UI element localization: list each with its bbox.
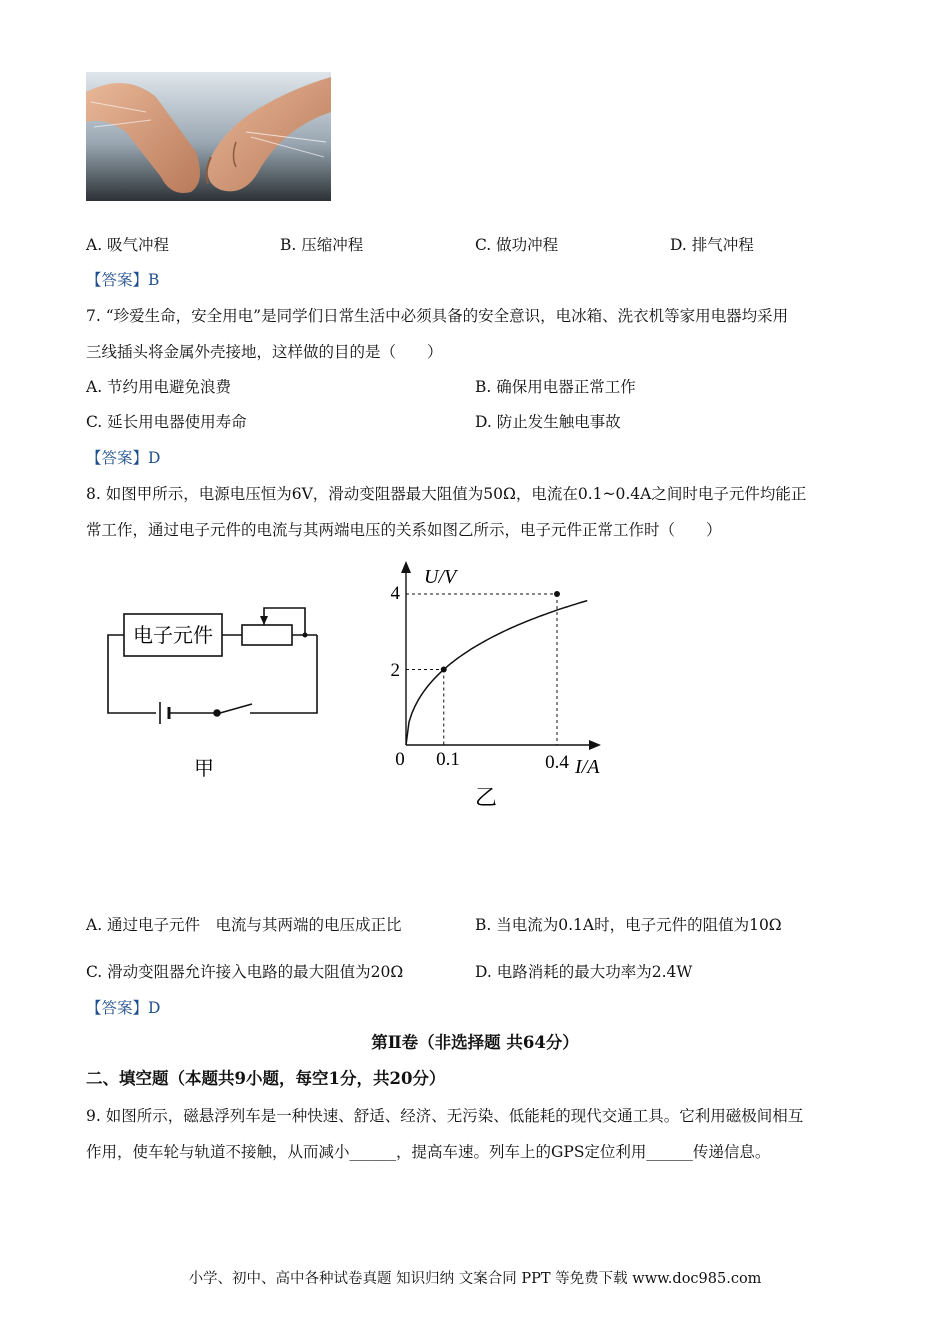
q8-option-d: D. 电路消耗的最大功率为2.4W bbox=[475, 963, 693, 981]
q9-stem-line2: 作用，使车轮与轨道不接触，从而减小______，提高车速。列车上的GPS定位利用______传递信息。 bbox=[86, 1143, 771, 1161]
hands-illustration bbox=[86, 72, 331, 201]
q7-stem-line1: 7. “珍爱生命，安全用电”是同学们日常生活中必须具备的安全意识，电冰箱、洗衣机等家用电器均采用 bbox=[86, 307, 789, 325]
graph-caption: 乙 bbox=[474, 785, 498, 810]
y-axis-arrow bbox=[401, 561, 411, 573]
x-tick-0-1: 0.1 bbox=[436, 749, 460, 770]
q6-option-b: B. 压缩冲程 bbox=[280, 236, 364, 254]
circuit-caption: 甲 bbox=[194, 758, 214, 780]
x-axis-arrow bbox=[589, 740, 601, 750]
q6-option-d: D. 排气冲程 bbox=[670, 236, 754, 254]
rheostat bbox=[242, 625, 292, 645]
circuit-diagram bbox=[100, 580, 330, 785]
y-axis-label: U/V bbox=[424, 566, 457, 588]
rheostat-slider-wire bbox=[264, 608, 305, 635]
q8-stem-line1: 8. 如图甲所示，电源电压恒为6V，滑动变阻器最大阻值为50Ω，电流在0.1~0.4A之间时电子元件均能正 bbox=[86, 485, 807, 503]
q8-option-c: C. 滑动变阻器允许接入电路的最大阻值为20Ω bbox=[86, 963, 404, 981]
q7-option-a: A. 节约用电避免浪费 bbox=[86, 378, 232, 396]
q7-option-c: C. 延长用电器使用寿命 bbox=[86, 413, 247, 431]
data-point-0 bbox=[441, 667, 447, 673]
page-footer: 小学、初中、高中各种试卷真题 知识归纳 文案合同 PPT 等免费下载 www.doc985.com bbox=[188, 1271, 762, 1287]
y-tick-2: 2 bbox=[390, 660, 400, 681]
component-label: 电子元件 bbox=[133, 625, 213, 647]
volume-title: 第Ⅱ卷（非选择题 共64分） bbox=[371, 1033, 579, 1052]
q8-stem-line2: 常工作，通过电子元件的电流与其两端电压的关系如图乙所示，电子元件正常工作时（ ） bbox=[86, 521, 722, 539]
data-point-1 bbox=[554, 591, 560, 597]
u-i-curve bbox=[406, 601, 587, 745]
q8-option-b: B. 当电流为0.1A时，电子元件的阻值为10Ω bbox=[475, 916, 782, 934]
q6-option-c: C. 做功冲程 bbox=[475, 236, 559, 254]
q7-answer: 【答案】D bbox=[86, 449, 161, 467]
u-i-graph bbox=[380, 555, 620, 810]
switch-blade bbox=[220, 704, 252, 713]
q6-option-a: A. 吸气冲程 bbox=[86, 236, 170, 254]
hands-rubbing-photo bbox=[86, 72, 331, 201]
part-title: 二、填空题（本题共9小题，每空1分，共20分） bbox=[86, 1069, 446, 1088]
q6-answer: 【答案】B bbox=[86, 271, 160, 289]
q8-answer: 【答案】D bbox=[86, 999, 161, 1017]
x-axis-label: I/A bbox=[575, 756, 600, 778]
q7-option-b: B. 确保用电器正常工作 bbox=[475, 378, 636, 396]
q7-stem-line2: 三线插头将金属外壳接地，这样做的目的是（ ） bbox=[86, 343, 443, 361]
y-tick-4: 4 bbox=[390, 583, 400, 604]
q9-stem-line1: 9. 如图所示，磁悬浮列车是一种快速、舒适、经济、无污染、低能耗的现代交通工具。它利用磁极间相互 bbox=[86, 1107, 804, 1125]
q7-option-d: D. 防止发生触电事故 bbox=[475, 413, 621, 431]
switch-pivot bbox=[214, 710, 220, 716]
x-tick-0-4: 0.4 bbox=[545, 752, 569, 773]
origin-label: 0 bbox=[395, 749, 405, 770]
q8-option-a: A. 通过电子元件 电流与其两端的电压成正比 bbox=[86, 916, 402, 934]
